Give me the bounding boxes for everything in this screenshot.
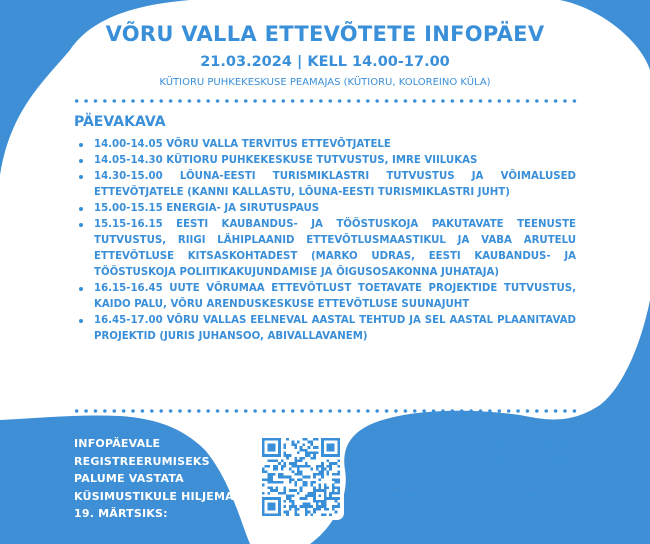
event-datetime: 21.03.2024 | KELL 14.00-17.00 xyxy=(200,54,450,70)
agenda-item: 14.30-15.00 LÕUNA-EESTI TURISMIKLASTRI TUTVUSTUS JA VÕIMALUSED ETTEVÕTJATELE (KANNI KALLASTU, LÕUNA-EESTI TURISMIKLASTRI JUHT) xyxy=(76,169,576,201)
agenda-item: 16.15-16.45 UUTE VÕRUMAA ETTEVÕTLUST TOETAVATE PROJEKTIDE TUTVUSTUS, KAIDO PALU, VÕRU ARENDUSKESKUSE ETTEVÕTLUSE SUUNAJUHT xyxy=(76,281,576,313)
dotted-divider-bottom xyxy=(72,409,580,413)
agenda-item: 14.05-14.30 KÜTIORU PUHKEKESKUSE TUTVUSTUS, IMRE VIILUKAS xyxy=(76,153,576,169)
page-title: VÕRU VALLA ETTEVÕTETE INFOPÄEV xyxy=(105,22,545,46)
dotted-divider-top xyxy=(72,99,580,103)
registration-note xyxy=(74,435,247,523)
qr-code-icon[interactable] xyxy=(258,434,344,520)
contact-heading: TÄPSEM INFO: xyxy=(483,437,574,450)
agenda-heading: PÄEVAKAVA xyxy=(74,114,166,130)
contact-role: ARENDUSSPETSIALIST xyxy=(433,472,574,485)
contact-name: MERLE TSIRK xyxy=(490,454,574,468)
contact-phone: 524 5631 xyxy=(514,507,574,520)
event-venue: KÜTIORU PUHKEKESKUSE PEAMAJAS (KÜTIORU, KOLOREINO KÜLA) xyxy=(159,77,491,88)
registration-line: 19. MÄRTSIKS: xyxy=(74,507,168,520)
agenda-item: 14.00-14.05 VÕRU VALLA TERVITUS ETTEVÕTJATELE xyxy=(76,137,576,153)
agenda-item: 15.15-16.15 EESTI KAUBANDUS- JA TÖÖSTUSKOJA PAKUTAVATE TEENUSTE TUTVUSTUS, RIIGI LÄHIPLAANID ETTEVÕTLUSMAASTIKUL JA VABA ARUTELU ETTEVÕTLUSE KITSASKOHTADEST (MARKO UDRAS, EESTI KAUBANDUS- JA TÖÖSTUSKOJA POLIITIKAKUJUNDAMISE JA ÕIGUSOSAKONNA JUHATAJA) xyxy=(76,217,576,281)
registration-line: PALUME VASTATA xyxy=(74,472,184,485)
registration-line: REGISTREERUMISEKS xyxy=(74,454,210,468)
agenda-item: 15.00-15.15 ENERGIA- JA SIRUTUSPAUS xyxy=(76,201,576,217)
agenda-list xyxy=(76,137,576,345)
registration-line: KÜSIMUSTIKULE HILJEMALT xyxy=(74,489,247,503)
registration-line: INFOPÄEVALE xyxy=(74,437,161,450)
contact-info xyxy=(390,435,574,523)
contact-email-link[interactable]: MERLE.TSIRK@VORUVALD.EE xyxy=(389,489,574,503)
agenda-item: 16.45-17.00 VÕRU VALLAS EELNEVAL AASTAL TEHTUD JA SEL AASTAL PLAANITAVAD PROJEKTID (JURIS JUHANSOO, ABIVALLAVANEM) xyxy=(76,313,576,345)
